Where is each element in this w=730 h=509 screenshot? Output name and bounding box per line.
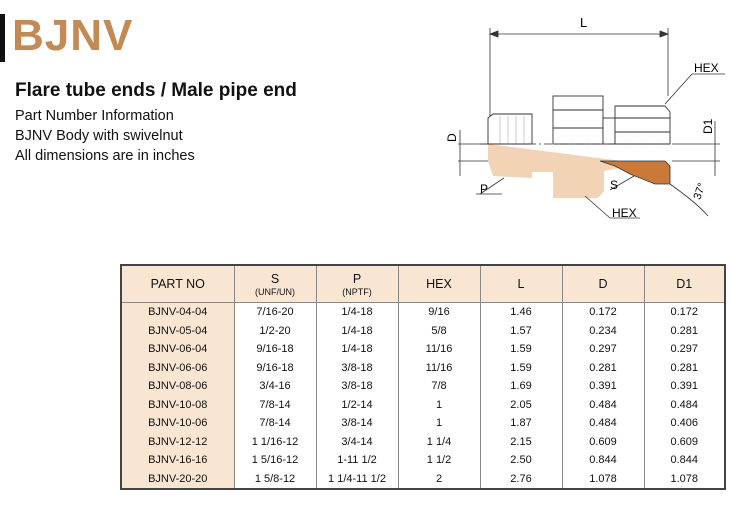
part-number-table — [120, 264, 726, 490]
table-row — [121, 377, 725, 396]
cell-d1: 0.406 — [644, 414, 725, 433]
cell-p: 1 1/4-11 1/2 — [316, 470, 398, 490]
cell-d: 0.484 — [562, 414, 644, 433]
cell-d: 0.844 — [562, 451, 644, 470]
cell-part-no: BJNV-10-08 — [121, 396, 234, 415]
label-s: S — [610, 178, 619, 192]
cell-part-no: BJNV-05-04 — [121, 322, 234, 341]
cell-d: 0.281 — [562, 359, 644, 378]
cell-hex: 11/16 — [398, 359, 480, 378]
cell-part-no: BJNV-08-06 — [121, 377, 234, 396]
cell-part-no: BJNV-20-20 — [121, 470, 234, 490]
cell-hex: 1 1/2 — [398, 451, 480, 470]
cell-part-no: BJNV-06-06 — [121, 359, 234, 378]
cell-d1: 0.609 — [644, 433, 725, 452]
table-row — [121, 340, 725, 359]
col-unit-p: (NPTF) — [342, 286, 372, 297]
cell-d1: 0.297 — [644, 340, 725, 359]
cell-d1: 0.844 — [644, 451, 725, 470]
cell-s: 1/2-20 — [234, 322, 316, 341]
cell-p: 1-11 1/2 — [316, 451, 398, 470]
cell-s: 3/4-16 — [234, 377, 316, 396]
info-line-body: BJNV Body with swivelnut — [15, 128, 183, 144]
cell-p: 1/4-18 — [316, 303, 398, 322]
cell-p: 3/8-18 — [316, 359, 398, 378]
col-header-part-no: PART NO — [121, 265, 234, 303]
table-row — [121, 303, 725, 322]
cell-d: 0.297 — [562, 340, 644, 359]
cell-l: 1.46 — [480, 303, 562, 322]
cell-d1: 1.078 — [644, 470, 725, 490]
cell-hex: 1 — [398, 414, 480, 433]
cell-d: 0.172 — [562, 303, 644, 322]
brand-accent-bar — [0, 14, 5, 62]
label-hex-top: HEX — [694, 61, 719, 75]
cell-hex: 2 — [398, 470, 480, 490]
fitting-technical-drawing — [440, 6, 730, 231]
cell-s: 1 1/16-12 — [234, 433, 316, 452]
cell-l: 1.87 — [480, 414, 562, 433]
col-unit-s: (UNF/UN) — [255, 286, 295, 297]
col-header-p: P (NPTF) — [316, 265, 398, 303]
cell-d: 0.484 — [562, 396, 644, 415]
label-p: P — [480, 182, 489, 196]
label-l: L — [580, 15, 588, 30]
cell-part-no: BJNV-12-12 — [121, 433, 234, 452]
cell-part-no: BJNV-16-16 — [121, 451, 234, 470]
cell-p: 3/4-14 — [316, 433, 398, 452]
table-row — [121, 414, 725, 433]
cell-l: 2.15 — [480, 433, 562, 452]
table-row — [121, 470, 725, 490]
cell-hex: 1 — [398, 396, 480, 415]
cell-s: 7/8-14 — [234, 414, 316, 433]
hex-bottom-leader — [585, 196, 610, 218]
page-subtitle: Flare tube ends / Male pipe end — [15, 80, 297, 101]
label-angle: 37° — [691, 181, 709, 202]
label-hex-bottom: HEX — [612, 206, 637, 220]
col-header-s: S (UNF/UN) — [234, 265, 316, 303]
table-row — [121, 433, 725, 452]
cell-s: 7/8-14 — [234, 396, 316, 415]
cell-l: 1.59 — [480, 359, 562, 378]
cell-l: 1.69 — [480, 377, 562, 396]
table-header-row — [121, 265, 725, 303]
cell-d1: 0.281 — [644, 322, 725, 341]
brand-title: BJNV — [12, 11, 134, 60]
col-header-hex: HEX — [398, 265, 480, 303]
cell-p: 3/8-18 — [316, 377, 398, 396]
table-row — [121, 396, 725, 415]
cell-l: 1.59 — [480, 340, 562, 359]
cell-s: 1 5/16-12 — [234, 451, 316, 470]
cell-d1: 0.391 — [644, 377, 725, 396]
label-d1: D1 — [701, 118, 715, 134]
hex-top-leader — [665, 74, 692, 104]
cell-l: 2.76 — [480, 470, 562, 490]
cell-part-no: BJNV-06-04 — [121, 340, 234, 359]
cell-hex: 5/8 — [398, 322, 480, 341]
cell-d: 0.234 — [562, 322, 644, 341]
cell-p: 1/4-18 — [316, 340, 398, 359]
col-header-d1: D1 — [644, 265, 725, 303]
cell-hex: 7/8 — [398, 377, 480, 396]
cell-hex: 1 1/4 — [398, 433, 480, 452]
fitting-section-lower — [488, 144, 670, 198]
fitting-outline-upper — [488, 96, 670, 144]
col-header-l: L — [480, 265, 562, 303]
cell-l: 1.57 — [480, 322, 562, 341]
cell-l: 2.05 — [480, 396, 562, 415]
cell-d: 0.609 — [562, 433, 644, 452]
cell-p: 3/8-14 — [316, 414, 398, 433]
info-line-units: All dimensions are in inches — [15, 148, 195, 164]
cell-d: 0.391 — [562, 377, 644, 396]
cell-l: 2.50 — [480, 451, 562, 470]
cell-part-no: BJNV-04-04 — [121, 303, 234, 322]
table-body — [121, 303, 725, 490]
cell-s: 1 5/8-12 — [234, 470, 316, 490]
info-line-part-number: Part Number Information — [15, 108, 174, 124]
cell-p: 1/2-14 — [316, 396, 398, 415]
cell-s: 7/16-20 — [234, 303, 316, 322]
cell-part-no: BJNV-10-06 — [121, 414, 234, 433]
cell-d1: 0.172 — [644, 303, 725, 322]
cell-d1: 0.281 — [644, 359, 725, 378]
cell-hex: 9/16 — [398, 303, 480, 322]
cell-s: 9/16-18 — [234, 359, 316, 378]
cell-d: 1.078 — [562, 470, 644, 490]
table-row — [121, 359, 725, 378]
col-header-d: D — [562, 265, 644, 303]
cell-hex: 11/16 — [398, 340, 480, 359]
table-row — [121, 322, 725, 341]
label-d: D — [445, 133, 459, 142]
table-row — [121, 451, 725, 470]
cell-p: 1/4-18 — [316, 322, 398, 341]
dimension-d — [458, 130, 488, 176]
cell-d1: 0.484 — [644, 396, 725, 415]
cell-s: 9/16-18 — [234, 340, 316, 359]
